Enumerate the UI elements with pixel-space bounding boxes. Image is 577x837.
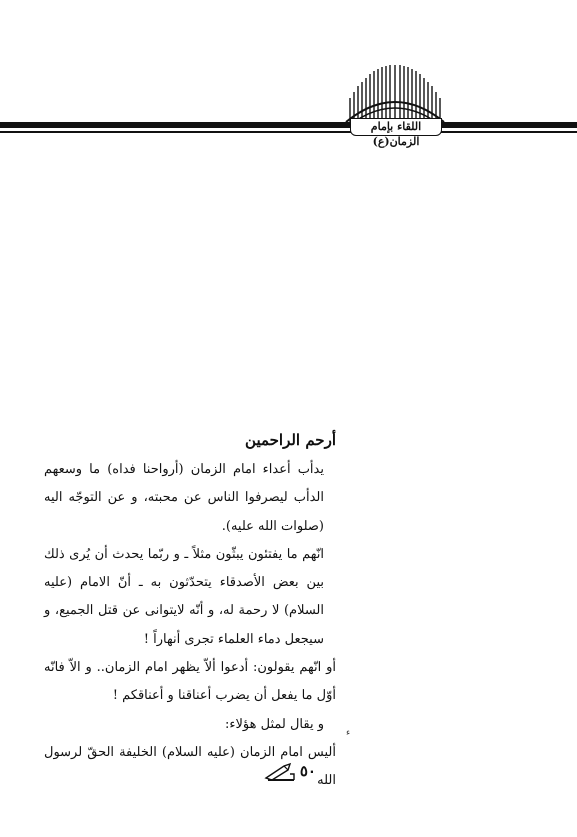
- page-footer: [246, 758, 316, 784]
- paragraph-4: و يقال لمثل هؤلاء:: [225, 716, 324, 732]
- section-heading: أرحم الراحمين: [245, 431, 336, 449]
- paragraph-5: أليس امام الزمان (عليه السلام) الخليفة الحقّ لرسول الله: [44, 744, 336, 789]
- page-number: ٥٠: [299, 762, 316, 780]
- running-header: اللقاء بإمام الزمان(ع): [350, 118, 442, 136]
- paragraph-1: يدأب أعداء امام الزمان (أرواحنا فداه) ما وسعهم الدأب ليصرفوا الناس عن محبته، و عن التوجّه اليه (صلوات الله عليه).: [44, 462, 324, 534]
- header-rule-thin: [0, 131, 577, 133]
- paragraph-2: انّهم ما يفتئون يبثّون مثلاً ـ و ربّما يحدث أن يُرى ذلك بين بعض الأصدقاء يتحدّثون به ـ أنّ الامام (عليه السلام) لا رحمة له، و أنّه لايتوانى عن قتل الجميع، و سيجعل دماء العلماء تجرى أنهاراً !: [44, 546, 324, 647]
- margin-mark: ء: [346, 728, 351, 738]
- header-rule-thick: [0, 122, 577, 128]
- body-text: [44, 428, 336, 796]
- pen-ornament-icon: [264, 760, 296, 782]
- header-emblem-icon: [340, 64, 450, 124]
- paragraph-3: أو انّهم يقولون: أدعوا ألاّ يظهر امام الزمان.. و الاّ فانّه أوّل ما يفعل أن يضرب أعناقنا و أعناقكم !: [44, 660, 336, 704]
